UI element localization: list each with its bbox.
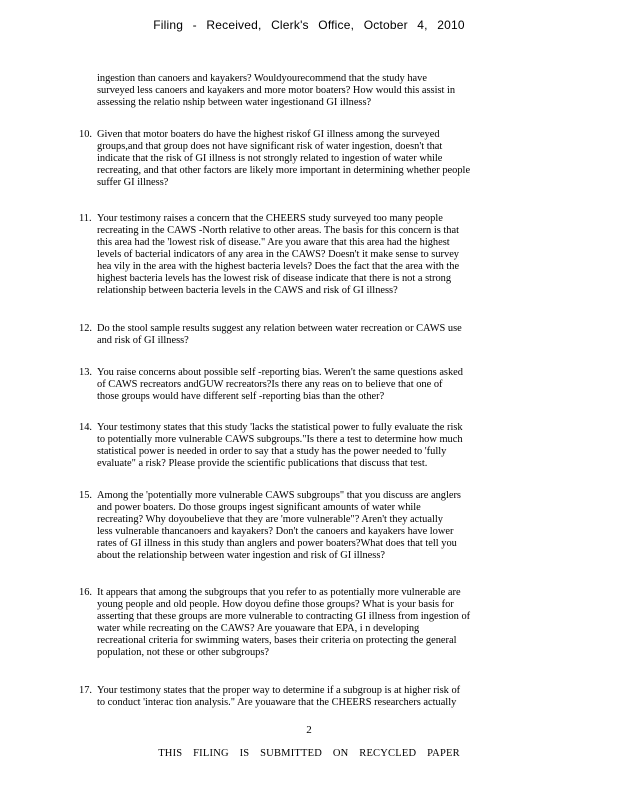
question-number: 16. xyxy=(79,587,92,598)
question-14 xyxy=(79,422,524,470)
continuation-paragraph: ingestion than canoers and kayakers? Wouldyourecommend that the study have surveyed less canoers and kayakers and more motor boaters? How would this assist in assessing the relatio nship between water ingestionand GI illness? xyxy=(97,73,456,108)
question-text: Your testimony states that this study 'lacks the statistical power to fully evaluate the risk to potentially more vulnerable CAWS subgroups."Is there a test to determine how much statistical power is needed in order to say that a study has the power needed to 'fully evaluate" a risk? Please provide the scientific publications that discuss that test. xyxy=(97,422,463,469)
question-text: Given that motor boaters do have the highest riskof GI illness among the surveyed groups,and that group does not have significant risk of water ingestion, doesn't that indicate that the risk of GI illness is not strongly related to ingestion of water while recreating, and that other factors are likely more important in determining whether people suffer GI illness? xyxy=(97,129,471,188)
question-11 xyxy=(79,213,524,297)
question-number: 13. xyxy=(79,367,92,378)
question-12 xyxy=(79,323,524,347)
question-number: 12. xyxy=(79,323,92,334)
page-number: 2 xyxy=(306,724,312,736)
question-17 xyxy=(79,685,524,709)
question-text: Do the stool sample results suggest any relation between water recreation or CAWS use and risk of GI illness? xyxy=(97,323,462,346)
recycled-paper-footer: THIS FILING IS SUBMITTED ON RECYCLED PAPER xyxy=(158,748,460,759)
question-number: 11. xyxy=(79,213,92,224)
question-text: Your testimony raises a concern that the CHEERS study surveyed too many people recreating in the CAWS -North relative to other areas. The basis for this concern is that this area had the 'lowest risk of disease." Are you aware that this area had the highest levels of bacterial indicators of any area in the CAWS? Doesn't it make sense to survey hea vily in the area with the highest bacteria levels? Does the fact that the area with the highest bacteria levels has the lowest risk of disease indicate that there is not a strong relationship between bacteria levels in the CAWS and risk of GI illness? xyxy=(97,213,460,296)
filing-header: Filing - Received, Clerk's Office, October 4, 2010 xyxy=(153,18,465,32)
question-number: 17. xyxy=(79,685,92,696)
question-text: It appears that among the subgroups that you refer to as potentially more vulnerable are young people and old people. How doyou define those groups? What is your basis for asserting that these groups are more vulnerable to contracting GI illness from ingestion of water while recreating on the CAWS? Are youaware that EPA, i n developing recreational criteria for swimming waters, bases their criteria on protecting the general population, not these or other subgroups? xyxy=(97,587,471,658)
question-number: 14. xyxy=(79,422,92,433)
question-16 xyxy=(79,587,524,659)
question-text: Your testimony states that the proper way to determine if a subgroup is at higher risk of to conduct 'interac tion analysis." Are youaware that the CHEERS researchers actually xyxy=(97,685,461,708)
question-10 xyxy=(79,129,524,189)
question-text: Among the 'potentially more vulnerable CAWS subgroups" that you discuss are anglers and power boaters. Do those groups ingest significant amounts of water while recreating? Why doyoubelieve that they are 'more vulnerable"? Aren't they actually less vulnerable thancanoers and kayakers? Don't the canoers and kayakers have lower rates of GI illness in this study than anglers and power boaters?What does that tell you about the relationship between water ingestion and risk of GI illness? xyxy=(97,490,461,561)
question-13 xyxy=(79,367,524,403)
question-15 xyxy=(79,490,524,562)
question-text: You raise concerns about possible self -reporting bias. Weren't the same questions asked of CAWS recreators andGUW recreators?Is there any reas on to believe that one of those groups would have different self -reporting bias than the other? xyxy=(97,367,463,402)
question-number: 15. xyxy=(79,490,92,501)
question-number: 10. xyxy=(79,129,92,140)
